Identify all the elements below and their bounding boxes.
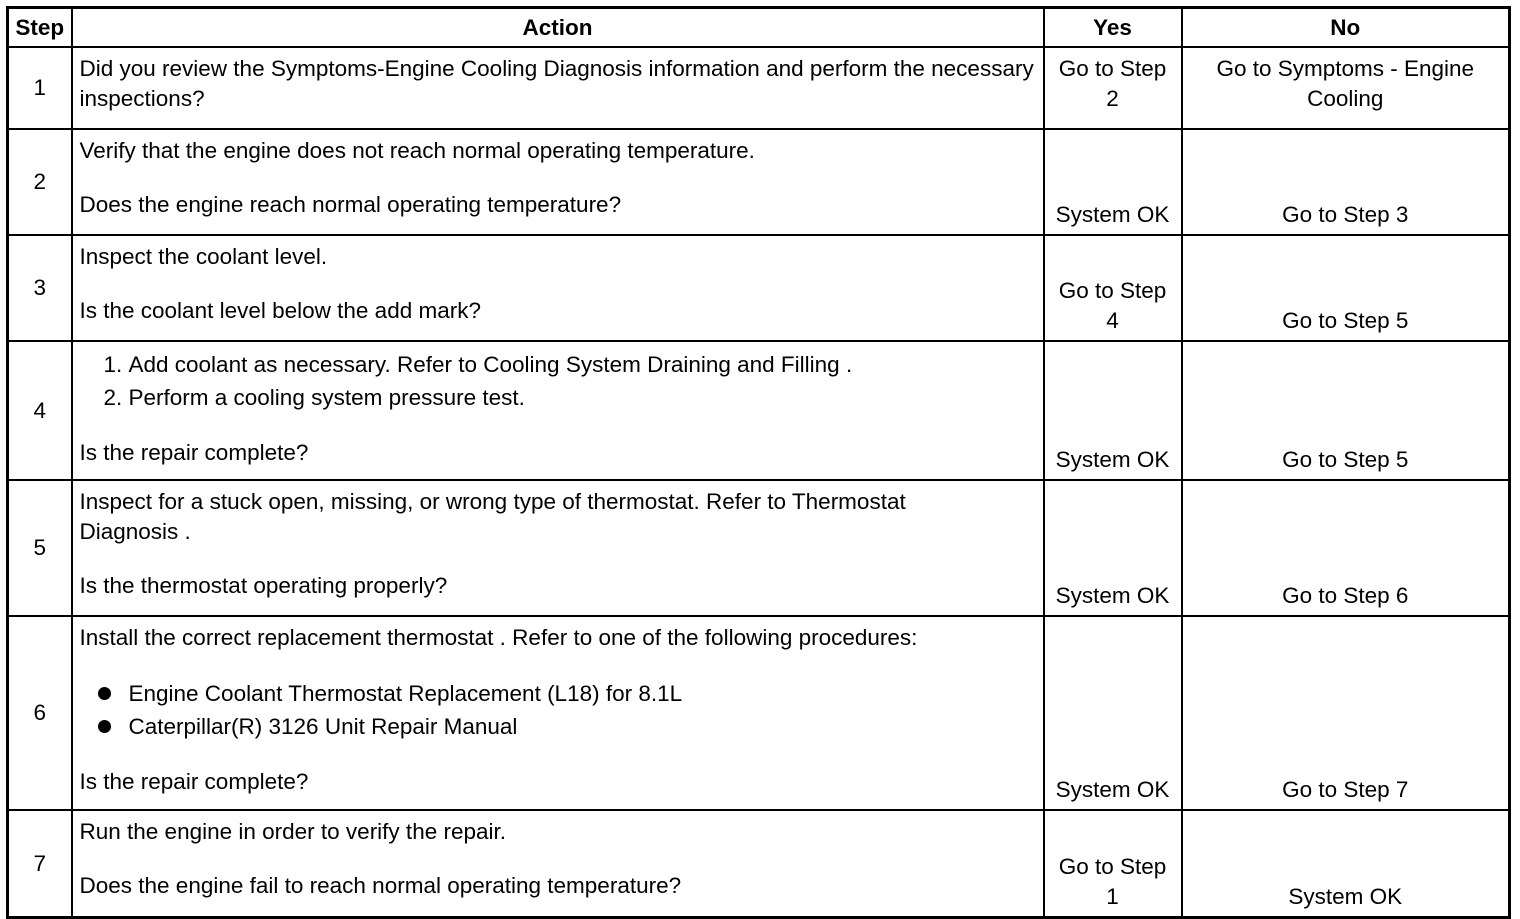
action-text: Run the engine in order to verify the repair. bbox=[79, 819, 507, 844]
no-result: Go to Step 6 bbox=[1182, 480, 1510, 616]
step-number: 7 bbox=[8, 810, 72, 918]
header-yes: Yes bbox=[1044, 8, 1182, 48]
step-number: 6 bbox=[8, 616, 72, 810]
header-row bbox=[8, 8, 1510, 48]
list-item: 2. Perform a cooling system pressure test. bbox=[129, 381, 1035, 414]
yes-result: Go to Step 2 bbox=[1044, 47, 1182, 129]
list-item: Engine Coolant Thermostat Replacement (L18) for 8.1L bbox=[129, 677, 1035, 710]
action-cell bbox=[72, 810, 1044, 918]
table-row bbox=[8, 480, 1510, 616]
yes-result: System OK bbox=[1044, 480, 1182, 616]
step-number: 3 bbox=[8, 235, 72, 341]
yes-result: System OK bbox=[1044, 341, 1182, 480]
action-question: Is the repair complete? bbox=[79, 440, 309, 465]
step-number: 1 bbox=[8, 47, 72, 129]
action-cell bbox=[72, 480, 1044, 616]
table-row bbox=[8, 616, 1510, 810]
step-number: 5 bbox=[8, 480, 72, 616]
diagnostic-table-container bbox=[6, 6, 1511, 919]
procedure-list bbox=[80, 677, 1035, 743]
list-item: Caterpillar(R) 3126 Unit Repair Manual bbox=[129, 710, 1035, 743]
no-result: Go to Step 3 bbox=[1182, 129, 1510, 235]
table-row bbox=[8, 47, 1510, 129]
table-row bbox=[8, 810, 1510, 918]
yes-result: System OK bbox=[1044, 129, 1182, 235]
header-action: Action bbox=[72, 8, 1044, 48]
header-no: No bbox=[1182, 8, 1510, 48]
action-cell bbox=[72, 616, 1044, 810]
action-text: Install the correct replacement thermostat . Refer to one of the following procedures: bbox=[79, 625, 918, 650]
action-text: Inspect for a stuck open, missing, or wrong type of thermostat. Refer to Thermostat Diagnosis . bbox=[79, 489, 906, 544]
no-result: Go to Step 5 bbox=[1182, 341, 1510, 480]
procedure-list bbox=[80, 348, 1035, 414]
yes-result: Go to Step 1 bbox=[1044, 810, 1182, 918]
no-result: Go to Symptoms - Engine Cooling bbox=[1182, 47, 1510, 129]
action-text: Did you review the Symptoms-Engine Cooling Diagnosis information and perform the necessary inspections? bbox=[79, 56, 1034, 111]
yes-result: Go to Step 4 bbox=[1044, 235, 1182, 341]
action-question: Is the coolant level below the add mark? bbox=[79, 298, 481, 323]
list-item: 1. Add coolant as necessary. Refer to Cooling System Draining and Filling . bbox=[129, 348, 1035, 381]
table-row bbox=[8, 235, 1510, 341]
action-cell bbox=[72, 341, 1044, 480]
action-text: Inspect the coolant level. bbox=[79, 244, 328, 269]
action-cell bbox=[72, 47, 1044, 129]
yes-result: System OK bbox=[1044, 616, 1182, 810]
no-result: System OK bbox=[1182, 810, 1510, 918]
action-question: Does the engine fail to reach normal operating temperature? bbox=[79, 873, 682, 898]
step-number: 2 bbox=[8, 129, 72, 235]
action-cell bbox=[72, 235, 1044, 341]
action-question: Is the repair complete? bbox=[79, 769, 309, 794]
action-cell bbox=[72, 129, 1044, 235]
diagnostic-table bbox=[6, 6, 1511, 919]
no-result: Go to Step 5 bbox=[1182, 235, 1510, 341]
action-question: Is the thermostat operating properly? bbox=[79, 573, 448, 598]
action-text: Verify that the engine does not reach normal operating temperature. bbox=[79, 138, 755, 163]
table-row bbox=[8, 129, 1510, 235]
table-row bbox=[8, 341, 1510, 480]
no-result: Go to Step 7 bbox=[1182, 616, 1510, 810]
header-step: Step bbox=[8, 8, 72, 48]
step-number: 4 bbox=[8, 341, 72, 480]
action-question: Does the engine reach normal operating temperature? bbox=[79, 192, 622, 217]
